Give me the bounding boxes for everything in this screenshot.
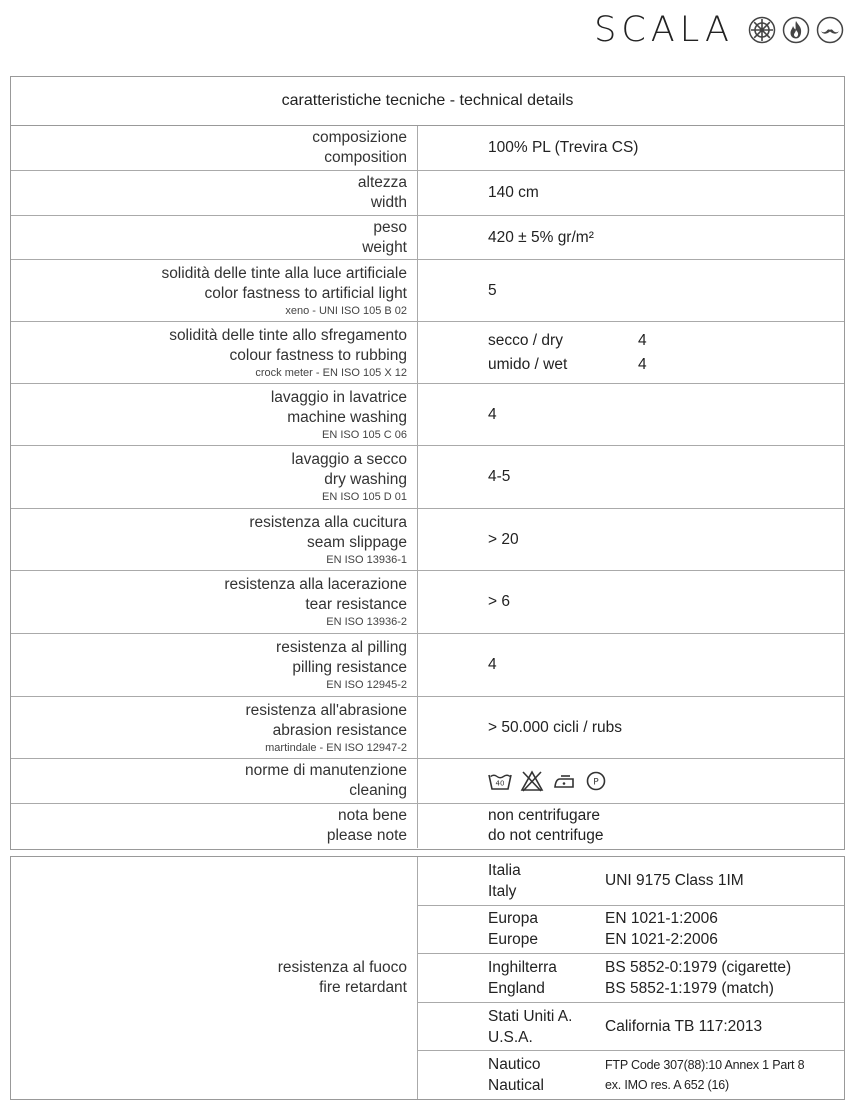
label-standard: EN ISO 13936-2 <box>326 616 407 628</box>
label-it: peso <box>373 218 407 236</box>
value: > 6 <box>488 593 510 610</box>
flame-icon <box>782 16 810 44</box>
label-it: resistenza alla cucitura <box>249 513 407 531</box>
brand-header <box>594 8 844 52</box>
label-it: altezza <box>357 174 407 191</box>
row-rubbing-fastness <box>11 322 844 384</box>
svg-text:P: P <box>593 777 599 788</box>
table-title: caratteristiche tecniche - technical details <box>11 77 844 126</box>
row-seam-slippage <box>11 509 844 571</box>
label-en: width <box>370 194 407 211</box>
label-standard: crock meter - EN ISO 105 X 12 <box>255 366 407 379</box>
no-bleach-icon <box>520 770 544 792</box>
label-it: resistenza all'abrasione <box>245 701 407 719</box>
value-pair-dry: secco / dry 4 <box>488 331 647 349</box>
row-light-fastness <box>11 260 844 322</box>
label-en: machine washing <box>287 408 407 426</box>
label-en: please note <box>326 827 407 844</box>
dry-clean-p-icon <box>584 770 608 792</box>
fire-row-nautical: Nautico Nautical FTP Code 307(88):10 Annex 1 Part 8 ex. IMO res. A 652 (16) <box>488 1056 805 1095</box>
fire-row-europe: Europa Europe EN 1021-1:2006 EN 1021-2:2006 <box>418 906 844 955</box>
row-please-note <box>11 804 844 848</box>
care-symbols <box>488 770 844 792</box>
value-pair-wet: umido / wet 4 <box>488 355 647 373</box>
label-it: lavaggio in lavatrice <box>270 388 407 406</box>
label-en: colour fastness to rubbing <box>229 346 407 364</box>
row-width <box>11 171 844 216</box>
fire-label-it: resistenza al fuoco <box>277 959 407 976</box>
label-standard: martindale - EN ISO 12947-2 <box>265 741 407 754</box>
row-tear-resistance <box>11 571 844 634</box>
label-en: weight <box>362 238 407 256</box>
mustache-icon <box>816 16 844 44</box>
label-en: tear resistance <box>305 596 407 613</box>
label-it: solidità delle tinte alla luce artificiale <box>161 264 407 282</box>
row-pilling-resistance <box>11 634 844 697</box>
fire-retardant-table <box>10 856 845 1100</box>
value: > 20 <box>488 530 519 548</box>
value: 5 <box>488 281 497 299</box>
fire-row-england: Inghilterra England BS 5852-0:1979 (cigarette) BS 5852-1:1979 (match) <box>418 954 844 1003</box>
fire-label-en: fire retardant <box>319 979 407 996</box>
label-en: composition <box>324 149 407 166</box>
fire-row-italy: Italia Italy UNI 9175 Class 1IM <box>418 857 844 906</box>
wash-40-icon <box>488 770 512 792</box>
label-it: nota bene <box>338 807 407 824</box>
row-composition <box>11 126 844 171</box>
value: 420 ± 5% gr/m² <box>488 228 594 246</box>
technical-details-table <box>10 76 845 850</box>
value: 4 <box>488 656 497 673</box>
note-en: do not centrifuge <box>488 827 604 844</box>
fire-row-usa: Stati Uniti A. U.S.A. California TB 117:2013 <box>418 1003 844 1052</box>
label-standard: xeno - UNI ISO 105 B 02 <box>285 304 407 317</box>
label-en: color fastness to artificial light <box>204 284 407 302</box>
label-standard: EN ISO 13936-1 <box>326 553 407 566</box>
label-en: seam slippage <box>307 533 407 551</box>
ship-wheel-icon <box>748 16 776 44</box>
label-en: dry washing <box>324 471 407 488</box>
label-it: resistenza al pilling <box>276 639 407 656</box>
row-cleaning <box>11 759 844 804</box>
value: 4-5 <box>488 468 511 485</box>
label-en: cleaning <box>349 782 407 799</box>
label-it: solidità delle tinte allo sfregamento <box>169 326 407 344</box>
label-it: composizione <box>312 129 407 146</box>
svg-text:40: 40 <box>495 779 505 788</box>
label-en: abrasion resistance <box>272 721 407 739</box>
value: 4 <box>488 405 497 423</box>
row-machine-washing <box>11 384 844 446</box>
note-it: non centrifugare <box>488 807 601 824</box>
iron-low-icon <box>552 770 576 792</box>
label-it: norme di manutenzione <box>245 762 407 779</box>
brand-name: SCALA <box>594 10 734 50</box>
label-it: resistenza alla lacerazione <box>224 576 407 593</box>
value: 100% PL (Trevira CS) <box>488 139 639 156</box>
row-dry-washing <box>11 446 844 509</box>
value: 140 cm <box>488 184 539 201</box>
label-en: pilling resistance <box>292 659 407 676</box>
label-standard: EN ISO 105 C 06 <box>322 428 407 441</box>
label-standard: EN ISO 105 D 01 <box>322 491 407 503</box>
label-it: lavaggio a secco <box>291 451 407 468</box>
label-standard: EN ISO 12945-2 <box>326 679 407 691</box>
row-abrasion-resistance <box>11 697 844 759</box>
value: > 50.000 cicli / rubs <box>488 718 622 736</box>
row-weight <box>11 216 844 260</box>
